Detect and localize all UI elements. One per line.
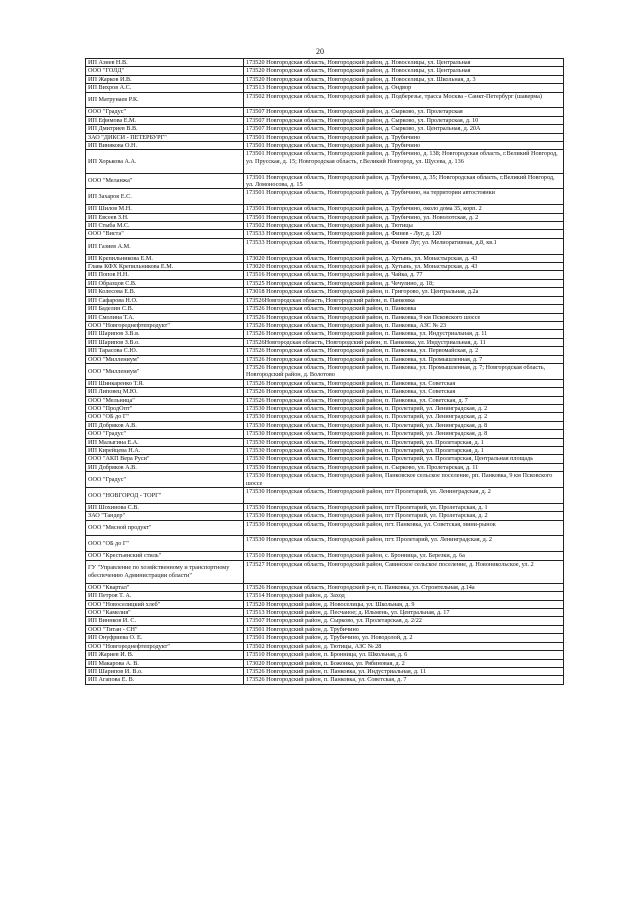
table-row xyxy=(86,254,564,262)
organization-name-cell: ООО "Новоселицкий хлеб" xyxy=(86,600,244,608)
table-row xyxy=(86,642,564,650)
organization-name-cell: ИП Крепильникова Е.М. xyxy=(86,254,244,262)
address-cell: 173530 Новгородская область, Новгородский район, п. Пролетарий, ул. Ленинградская, д. 8 xyxy=(244,430,564,438)
table-row xyxy=(86,536,564,552)
address-cell: 173526 Новгородский район, п. Панковка, ул. Советская, д. 7 xyxy=(244,676,564,684)
table-row xyxy=(86,520,564,536)
table-row xyxy=(86,205,564,213)
address-cell: 173501 Новгородская область, Новгородский район, д. Трубичино, д. 35; Новгородская область, г.Великий Новгород, ул. Ломоносова, д. 15 xyxy=(244,173,564,189)
table-row xyxy=(86,142,564,150)
table-row xyxy=(86,379,564,387)
table-row xyxy=(86,189,564,205)
organization-name-cell: ООО "АКП Вера Руси" xyxy=(86,455,244,463)
address-cell: 173526 Новгородская область, Новгородский район, п. Панковка, ул. Индустриальная, д. 11 xyxy=(244,330,564,338)
organization-name-cell: ИП Вихров А.С. xyxy=(86,84,244,92)
table-row xyxy=(86,552,564,560)
organization-name-cell: ООО "ГОЛД" xyxy=(86,67,244,75)
address-cell: 173510 Новгородский район, п. Бронница, ул. Школьная, д. 6 xyxy=(244,651,564,659)
table-row xyxy=(86,472,564,488)
address-cell: 173520 Новгородская область, Новгородский район, д. Новоселицы, ул. Центральная xyxy=(244,67,564,75)
address-cell: 173020 Новгородский район, п. Божонка, ул. Рябиновая, д. 2 xyxy=(244,659,564,667)
organization-name-cell: ООО "Титан - СН" xyxy=(86,625,244,633)
table-row xyxy=(86,600,564,608)
table-row xyxy=(86,455,564,463)
table-row xyxy=(86,133,564,141)
address-cell: 173501 Новгородский район, д. Трубичино xyxy=(244,625,564,633)
table-row xyxy=(86,651,564,659)
table-row xyxy=(86,330,564,338)
table-row xyxy=(86,279,564,287)
organization-name-cell: ИП Винякова О.Н. xyxy=(86,142,244,150)
organization-name-cell: ООО "Миллениум" xyxy=(86,355,244,363)
organization-name-cell: ООО "Крестьянский стиль" xyxy=(86,552,244,560)
address-cell: 173520 Новгородская область, Новгородский район, д. Новоселицы, ул. Школьная, д. 3 xyxy=(244,75,564,83)
table-row xyxy=(86,676,564,684)
organization-name-cell: ИП Петров Т. А. xyxy=(86,592,244,600)
organization-name-cell: ИП Попов Н.Н. xyxy=(86,271,244,279)
table-row xyxy=(86,438,564,446)
organization-name-cell: ИП Газиев А.М. xyxy=(86,238,244,254)
table-row xyxy=(86,75,564,83)
address-cell: 173507 Новгородская область, Новгородский район, д. Сырково, ул. Пролетарская xyxy=(244,108,564,116)
address-cell: 173507 Новгородский район, д. Сырково, ул. Пролетарская, д. 2/22 xyxy=(244,617,564,625)
organization-name-cell: ИП Макарова А. В. xyxy=(86,659,244,667)
address-cell: 173526 Новгородская область, Новгородский район, п. Панковка, ул. Промышленная, д. 7 xyxy=(244,355,564,363)
organization-name-cell: ООО "Мясной продукт" xyxy=(86,520,244,536)
address-cell: 173501 Новгородская область, Новгородский район, д. Трубичино, на территории автостоянки xyxy=(244,189,564,205)
address-cell: 173516 Новгородская область, Новгородский район, д. Чайка, д. 77 xyxy=(244,271,564,279)
organization-name-cell: ООО "Миллениум" xyxy=(86,363,244,379)
address-cell: 173513 Новгородский район, д. Песчаное; д. Ильмень, ул. Центральная, д. 17 xyxy=(244,609,564,617)
organization-name-cell: ИП Тарасова С.Ю. xyxy=(86,347,244,355)
organization-name-cell: ООО "ПродОпт" xyxy=(86,404,244,412)
organization-name-cell: ООО "Новгороднефтепродукт" xyxy=(86,321,244,329)
address-cell: 173530 Новгородская область, Новгородский район, п. Пролетарий, ул. Пролетарская, д. 1 xyxy=(244,438,564,446)
organization-name-cell: ИП Матрунаев Р.К. xyxy=(86,92,244,108)
table-row xyxy=(86,84,564,92)
organization-name-cell: ООО "ОБ до Г" xyxy=(86,536,244,552)
address-cell: 173530 Новгородская область, Новгородский район, п. Пролетарий, ул. Ленинградская, д. 2 xyxy=(244,413,564,421)
organization-name-cell: ООО "Виста" xyxy=(86,230,244,238)
address-cell: 173530 Новгородская область, Новгородский район, Панковское сельское поселение, рп. Панковка, 9 км Псковского шоссе xyxy=(244,472,564,488)
table-row xyxy=(86,288,564,296)
address-cell: 173530 Новгородская область, Новгородский район, пгт. Панковка, ул. Советская, мини-рынок xyxy=(244,520,564,536)
address-cell: 173520 Новгородская область, Новгородский район, д. Новоселицы, ул. Центральная xyxy=(244,59,564,67)
table-row xyxy=(86,338,564,346)
table-row xyxy=(86,238,564,254)
address-cell: 173507 Новгородская область, Новгородский район, д. Сырково, ул. Центральная, д. 20А xyxy=(244,125,564,133)
organization-name-cell: ИП Малыгина Е.А. xyxy=(86,438,244,446)
address-cell: 173526 Новгородская область, Новгородский район, п. Панковка, ул. Советская, д. 7 xyxy=(244,396,564,404)
table-row xyxy=(86,230,564,238)
address-cell: 173530 Новгородская область, Новгородский район, п. Пролетарий, ул. Пролетарская, Центральная площадь xyxy=(244,455,564,463)
organization-name-cell: ЗАО "Тандер" xyxy=(86,512,244,520)
address-cell: 173526 Новгородская область, Новгородский р-н, п. Панковка, ул. Строительная, д.14а xyxy=(244,583,564,591)
address-cell: 173501 Новгородская область, Новгородский район, д. Трубичино xyxy=(244,142,564,150)
address-cell: 173527 Новгородская область, Новгородский район, Савинское сельское поселение, д. Новоникольское, ул. 2 xyxy=(244,560,564,583)
organization-name-cell: ЗАО "ДИКСИ - ПЕТЕРБУРГ" xyxy=(86,133,244,141)
organization-name-cell: ООО "НОВГОРОД - ТОРГ" xyxy=(86,488,244,504)
organization-name-cell: ИП Липовец М.Ю. xyxy=(86,388,244,396)
organization-name-cell: ООО "Градус" xyxy=(86,472,244,488)
table-row xyxy=(86,305,564,313)
address-cell: 173530 Новгородская область, Новгородский район, пгт Пролетарий, ул. Ленинградская, д. 2 xyxy=(244,488,564,504)
address-cell: 173530 Новгородская область, Новгородский район, п. Пролетарий, ул. Ленинградская, д. 8 xyxy=(244,421,564,429)
address-cell: 173501 Новгородский район, д. Трубичино, ул. Новодолой, д. 2 xyxy=(244,634,564,642)
address-cell: 173020 Новгородская область, Новгородский район, д. Хутынь, ул. Монастырская, д. 43 xyxy=(244,263,564,271)
organizations-table xyxy=(85,58,564,685)
address-cell: 173501 Новгородская область, Новгородский район, д. Трубичино, д. 138; Новгородская область, г.Великий Новгород, ул. Прусская, д. 15; Новгородская область, г.Великий Новгород, ул. Щусева, д. 136 xyxy=(244,150,564,173)
table-row xyxy=(86,667,564,675)
table-row xyxy=(86,59,564,67)
organization-name-cell: ИП Дмитриев В.В. xyxy=(86,125,244,133)
address-cell: 173526 Новгородская область, Новгородский район, п. Панковка, ул. Советская xyxy=(244,379,564,387)
table-row xyxy=(86,421,564,429)
organization-name-cell: ИП Азиев Н.В. xyxy=(86,59,244,67)
table-row xyxy=(86,222,564,230)
organization-name-cell: ИП Виннков И. С. xyxy=(86,617,244,625)
organization-name-cell: ООО "Градус" xyxy=(86,108,244,116)
address-cell: 173533 Новгородская область, Новгородский район, д. Финев Луг, ул. Мелиоративная, д.8, кв.1 xyxy=(244,238,564,254)
address-cell: 173502 Новгородская область, Новгородский район, д. Подберезье, трасса Москва - Санкт-Петербург (шаверма) xyxy=(244,92,564,108)
table-row xyxy=(86,125,564,133)
table-row xyxy=(86,213,564,221)
organization-name-cell: ИП Евсеев З.Н. xyxy=(86,213,244,221)
organization-name-cell: ИП Стыба М.С. xyxy=(86,222,244,230)
table-row xyxy=(86,313,564,321)
table-row xyxy=(86,150,564,173)
address-cell: 173520 Новгородский район, д. Новоселицы, ул. Школьная, д. 9 xyxy=(244,600,564,608)
address-cell: 173526 Новгородская область, Новгородский район, п. Панковка, ул. Первомайская, д. 2 xyxy=(244,347,564,355)
address-cell: 173530 Новгородская область, Новгородский район, пгт Пролетарий, ул. Пролетарская, д. 2 xyxy=(244,512,564,520)
organization-name-cell: ИП Образцов С.В. xyxy=(86,279,244,287)
organization-name-cell: ИП Добряков А.В. xyxy=(86,421,244,429)
address-cell: 173530 Новгородская область, Новгородский район, п. Пролетарий, ул. Пролетарская, д. 1 xyxy=(244,447,564,455)
table-row xyxy=(86,363,564,379)
address-cell: 173530 Новгородская область, Новгородский район, п. Сырково, ул. Пролетарская, д. 11 xyxy=(244,463,564,471)
organization-name-cell: ООО "Квартал" xyxy=(86,583,244,591)
table-row xyxy=(86,388,564,396)
table-row xyxy=(86,488,564,504)
address-cell: 173526 Новгородский район, п. Панковка, ул. Индустриальная, д. 11 xyxy=(244,667,564,675)
address-cell: 173020 Новгородская область, Новгородский район, д. Хутынь, ул. Монастырская, д. 43 xyxy=(244,254,564,262)
organization-name-cell: ГУ "Управление по хозяйственному и транспортному обеспечению Администрации области" xyxy=(86,560,244,583)
address-cell: 173513 Новгородская область, Новгородский район, д. Ондвор xyxy=(244,84,564,92)
address-cell: 173526 Новгородская область, Новгородский район, п. Панковка, АЗС № 23 xyxy=(244,321,564,329)
table-row xyxy=(86,430,564,438)
organization-name-cell: ООО "Камелия" xyxy=(86,609,244,617)
organization-name-cell: ИП Агапова Е. В. xyxy=(86,676,244,684)
organization-name-cell: ООО "Новгороднефтепродукт" xyxy=(86,642,244,650)
table-row xyxy=(86,503,564,511)
organization-name-cell: ИП Шарипов З.В.в. xyxy=(86,330,244,338)
table-row xyxy=(86,404,564,412)
table-row xyxy=(86,512,564,520)
table-row xyxy=(86,609,564,617)
organization-name-cell: ИП Шарипов И. В.о. xyxy=(86,667,244,675)
table-row xyxy=(86,560,564,583)
address-cell: 173502 Новгородский район, д. Тютицы, АЗС № 28 xyxy=(244,642,564,650)
organization-name-cell: ИП Захаров Е.С. xyxy=(86,189,244,205)
table-row xyxy=(86,659,564,667)
table-row xyxy=(86,617,564,625)
organization-name-cell: ИП Кирейцева Н.А. xyxy=(86,447,244,455)
organization-name-cell: ИП Колесова Е.В. xyxy=(86,288,244,296)
table-row xyxy=(86,396,564,404)
address-cell: 173526 Новгородская область, Новгородский район, п. Панковка, 9 км Псковского шоссе xyxy=(244,313,564,321)
organization-name-cell: ИП Ефимова Е.М. xyxy=(86,116,244,124)
table-row xyxy=(86,321,564,329)
table-row xyxy=(86,583,564,591)
table-row xyxy=(86,173,564,189)
organization-name-cell: ИП Шинкаренко Т.Я. xyxy=(86,379,244,387)
table-row xyxy=(86,108,564,116)
organization-name-cell: ООО "ОБ до Г" xyxy=(86,413,244,421)
organization-name-cell: ИП Баделин С.В. xyxy=(86,305,244,313)
address-cell: 173533 Новгородская область, Новгородский район, д. Финев - Луг, д. 120 xyxy=(244,230,564,238)
organization-name-cell: ИП Хорькова А.А. xyxy=(86,150,244,173)
table-row xyxy=(86,463,564,471)
table-row xyxy=(86,413,564,421)
address-cell: 173530 Новгородская область, Новгородский район, пгт Пролетарий, ул. Пролетарская, д. 1 xyxy=(244,503,564,511)
address-cell: 173530 Новгородская область, Новгородский район, п. Пролетарий, ул. Ленинградская, д. 2 xyxy=(244,404,564,412)
organization-name-cell: ИП Онуфриева О. Е. xyxy=(86,634,244,642)
page-number: 20 xyxy=(316,47,324,56)
address-cell: 173502 Новгородская область, Новгородский район, д. Тютицы xyxy=(244,222,564,230)
address-cell: 173530 Новгородская область, Новгородский район, пгт. Пролетарий, ул. Ленинградская, д. 2 xyxy=(244,536,564,552)
organization-name-cell: ИП Жариев И. В. xyxy=(86,651,244,659)
address-cell: 173507 Новгородская область, Новгородский район, д. Сырково, ул. Пролетарская, д. 10 xyxy=(244,116,564,124)
address-cell: 173526Новгородская область, Новгородский район, п. Панковка, ул. Индустриальная, д. 11 xyxy=(244,338,564,346)
table-row xyxy=(86,67,564,75)
organization-name-cell: Глава КФХ Крепильникова Е.М. xyxy=(86,263,244,271)
organization-name-cell: ИП Сафарова Н.О. xyxy=(86,296,244,304)
address-cell: 173501 Новгородская область, Новгородский район, д. Трубичино, около дома 35, корп. 2 xyxy=(244,205,564,213)
organization-name-cell: ООО "Меланжа" xyxy=(86,173,244,189)
address-cell: 173526 Новгородская область, Новгородский район, п. Панковка, ул. Советская xyxy=(244,388,564,396)
address-cell: 173501 Новгородская область, Новгородский район, д. Трубичино xyxy=(244,133,564,141)
table-body xyxy=(86,59,564,685)
address-cell: 173526 Новгородская область, Новгородский район, п. Панковка xyxy=(244,305,564,313)
table-row xyxy=(86,116,564,124)
table-row xyxy=(86,92,564,108)
organization-name-cell: ИП Шохинова С.В. xyxy=(86,503,244,511)
organization-name-cell: ИП Добряков А.В. xyxy=(86,463,244,471)
organization-name-cell: ИП Жарков И.В. xyxy=(86,75,244,83)
address-cell: 173525 Новгородская область, Новгородский район, д. Чечулино, д. 18; xyxy=(244,279,564,287)
table-row xyxy=(86,447,564,455)
organization-name-cell: ИП Шилов М.Н. xyxy=(86,205,244,213)
table-row xyxy=(86,347,564,355)
address-cell: 173514 Новгородский район, д. Заход xyxy=(244,592,564,600)
table-row xyxy=(86,271,564,279)
address-cell: 173501 Новгородская область, Новгородский район, д. Трубичино, ул. Новолотская, д. 2 xyxy=(244,213,564,221)
table-row xyxy=(86,592,564,600)
organization-name-cell: ИП Смолина Т.А. xyxy=(86,313,244,321)
organization-name-cell: ООО "Градус" xyxy=(86,430,244,438)
organization-name-cell: ИП Шарипов З.В.о. xyxy=(86,338,244,346)
address-cell: 173510 Новгородская область, Новгородский район, с. Бронница, ул. Березки, д. 6а xyxy=(244,552,564,560)
table-row xyxy=(86,634,564,642)
table-row xyxy=(86,625,564,633)
organization-name-cell: ООО "Мельница" xyxy=(86,396,244,404)
address-cell: 173526 Новгородская область, Новгородский район, п. Панковка, ул. Промышленная, д. 7; Новгородская область, Новгородский район, д. Волотово xyxy=(244,363,564,379)
table-row xyxy=(86,355,564,363)
address-cell: 173526Новгородская область, Новгородский район, п. Панковка xyxy=(244,296,564,304)
table-row xyxy=(86,296,564,304)
table-row xyxy=(86,263,564,271)
address-cell: 173018 Новгородская область, Новгородский район, п. Григорово, ул. Центральная, д.2а xyxy=(244,288,564,296)
